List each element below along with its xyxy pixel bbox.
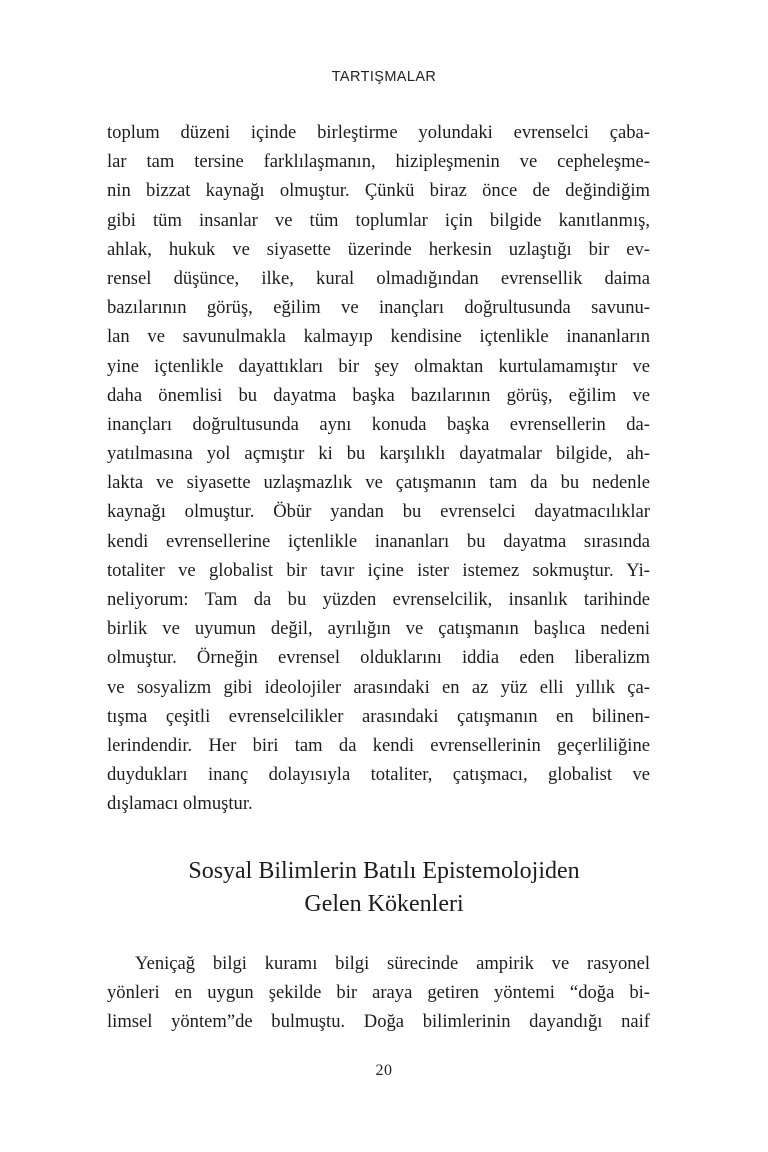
text-line: dışlamacı olmuştur. [107, 793, 253, 815]
text-line: toplum düzeni içinde birleştirme yolundaki evrenselci çaba- [107, 122, 650, 143]
section-heading-line-1: Sosyal Bilimlerin Batılı Epistemolojiden [188, 858, 580, 884]
text-line: neliyorum: Tam da bu yüzden evrenselcilik, insanlık tarihinde [107, 589, 650, 610]
text-line: limsel yöntem”de bulmuştu. Doğa bilimlerinin dayandığı naif [107, 1011, 650, 1033]
text-line: kendi evrensellerine içtenlikle inananları bu dayatma sırasında [107, 530, 650, 552]
text-line: gibi tüm insanlar ve tüm toplumlar için bilgide kanıtlanmış, [107, 209, 650, 231]
text-line: lakta ve siyasette uzlaşmazlık ve çatışmanın tam da bu nedenle [107, 472, 650, 494]
text-line: yönleri en uygun şekilde bir araya getiren yöntemi “doğa bi- [107, 982, 650, 1004]
text-line: Yeniçağ bilgi kuramı bilgi sürecinde ampirik ve rasyonel [135, 953, 650, 974]
text-line: yine içtenlikle dayattıkları bir şey olmaktan kurtulamamıştır ve [107, 355, 650, 377]
text-line: lan ve savunulmakla kalmayıp kendisine içtenlikle inananların [107, 326, 650, 348]
text-line: rensel düşünce, ilke, kural olmadığından evrensellik daima [107, 267, 650, 289]
text-line: inançları doğrultusunda aynı konuda başka evrensellerin da- [107, 413, 650, 435]
text-line: birlik ve uyumun değil, ayrılığın ve çatışmanın başlıca nedeni [107, 618, 650, 640]
text-line: yatılmasına yol açmıştır ki bu karşılıklı dayatmalar bilgide, ah- [107, 443, 650, 465]
paragraph-2 [107, 949, 650, 1037]
text-line: olmuştur. Örneğin evrensel olduklarını iddia eden liberalizm [107, 647, 650, 669]
text-line: daha önemlisi bu dayatma başka bazılarının görüş, eğilim ve [107, 384, 650, 406]
text-line: duydukları inanç dolayısıyla totaliter, çatışmacı, globalist ve [107, 764, 650, 786]
text-line: nin bizzat kaynağı olmuştur. Çünkü biraz önce de değindiğim [107, 180, 650, 202]
running-head: TARTIŞMALAR [331, 69, 437, 85]
text-line: lerindendir. Her biri tam da kendi evrensellerinin geçerliliğine [107, 734, 650, 756]
text-line: kaynağı olmuştur. Öbür yandan bu evrenselci dayatmacılıklar [107, 501, 650, 523]
text-line: bazılarının görüş, eğilim ve inançları doğrultusunda savunu- [107, 297, 650, 319]
text-line: totaliter ve globalist bir tavır içine ister istemez sokmuştur. Yi- [107, 559, 650, 581]
section-heading [0, 855, 768, 921]
paragraph-1 [107, 118, 650, 819]
page-number: 20 [375, 1062, 393, 1079]
text-line: ve sosyalizm gibi ideolojiler arasındaki en az yüz elli yıllık ça- [107, 676, 650, 698]
text-line: tışma çeşitli evrenselcilikler arasındaki çatışmanın en bilinen- [107, 705, 650, 727]
text-line: lar tam tersine farklılaşmanın, hizipleşmenin ve cepheleşme- [107, 151, 650, 173]
section-heading-line-2: Gelen Kökenleri [304, 891, 464, 917]
text-line: ahlak, hukuk ve siyasette üzerinde herkesin uzlaştığı bir ev- [107, 238, 650, 260]
